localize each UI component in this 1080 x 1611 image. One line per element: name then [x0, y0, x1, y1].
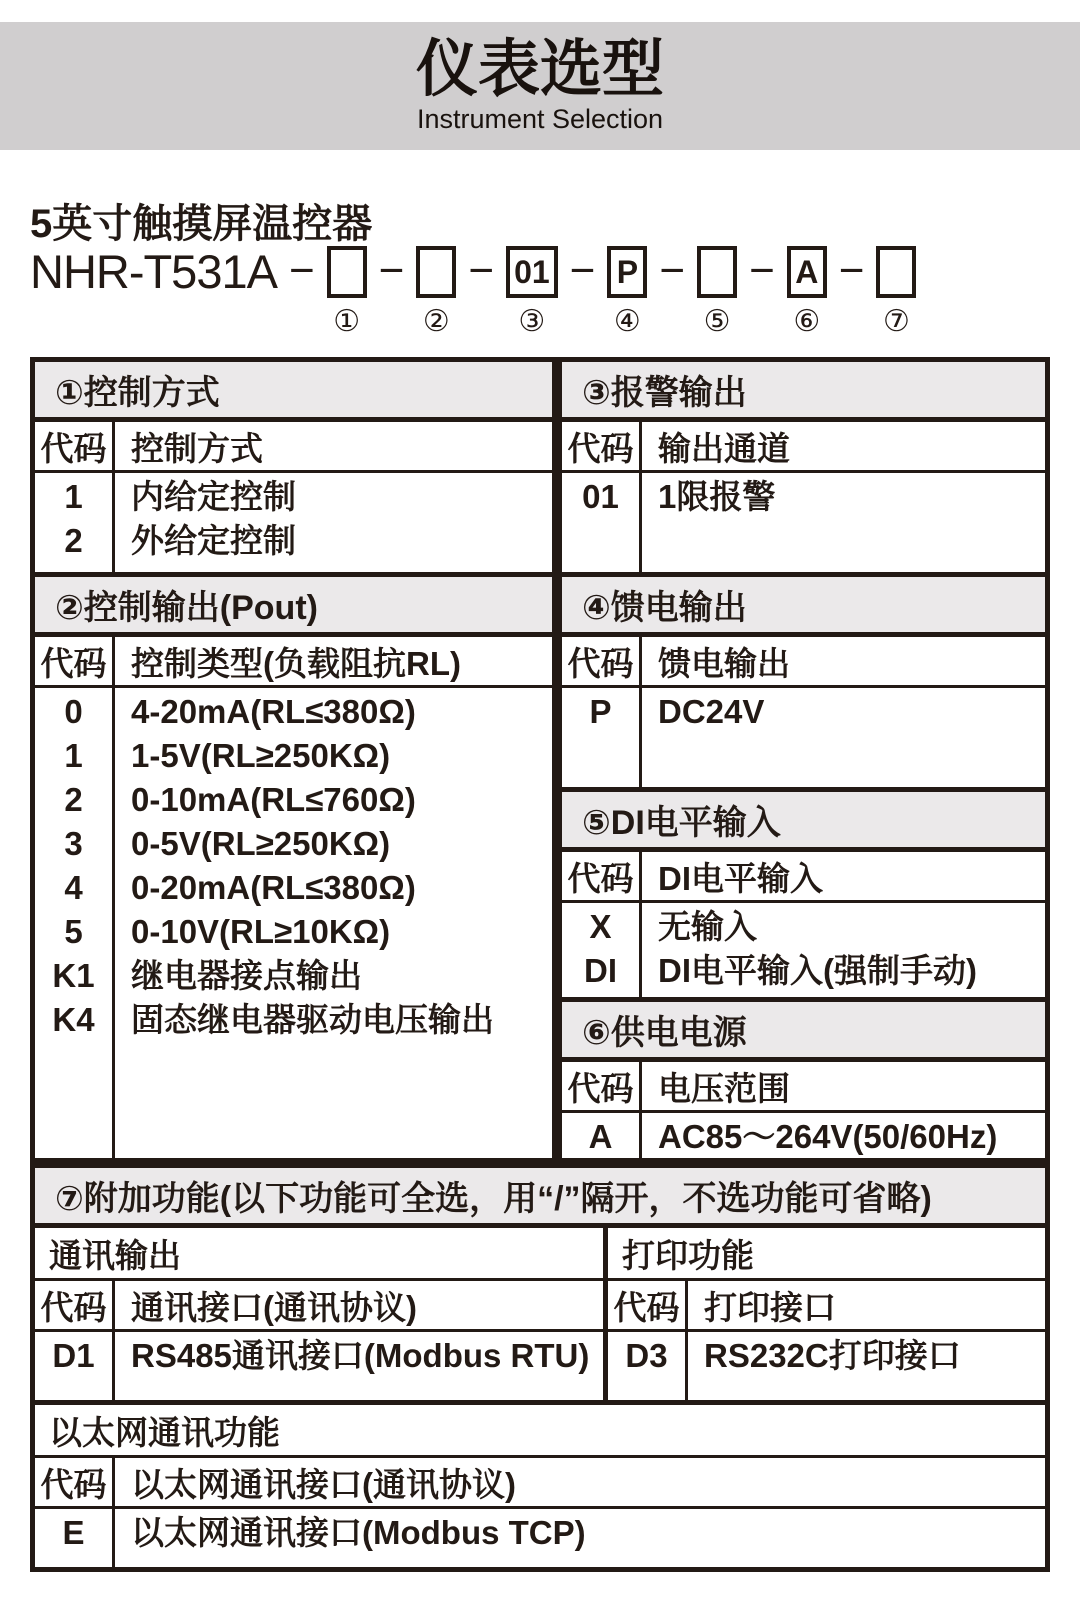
- desc-cells: [115, 473, 552, 572]
- code-value: D1: [52, 1337, 95, 1374]
- desc-column-header: 馈电输出: [658, 644, 790, 682]
- model-prefix: NHR-T531A: [30, 245, 277, 298]
- dash-separator: −: [378, 246, 405, 295]
- section-7-header: ⑦附加功能(以下功能可全选，用“/”隔开，不选功能可省略): [35, 1168, 1045, 1228]
- section-5-column-header: [562, 852, 1045, 903]
- section-1-body: [35, 473, 552, 572]
- model-slot-num-7: ⑦: [883, 305, 910, 338]
- desc-cells: [642, 688, 1045, 787]
- section-3-body: [562, 473, 1045, 572]
- selection-table: [30, 357, 1050, 1572]
- panel-right: [557, 357, 1050, 1163]
- print-column-header: [608, 1281, 1045, 1332]
- model-slot-num-1: ①: [333, 305, 361, 338]
- desc-cells: [642, 1113, 1045, 1159]
- code-column-header: 代码: [562, 637, 642, 685]
- code-cells: [608, 1332, 688, 1400]
- code-value: P: [589, 693, 612, 730]
- desc-value: 0-10mA(RL≤760Ω): [131, 781, 416, 818]
- desc-column-header: 打印接口: [704, 1288, 836, 1326]
- table-upper-panels: [30, 357, 1050, 1163]
- code-value: 01: [582, 478, 619, 515]
- code-value: 4: [64, 869, 83, 906]
- model-slot-num-4: ④: [613, 305, 641, 338]
- code-value: 3: [64, 825, 83, 862]
- code-value: 5: [64, 913, 83, 950]
- model-slot-box-1: [327, 246, 367, 298]
- comm-output-title: 通讯输出: [35, 1228, 603, 1281]
- model-slot-6: [787, 246, 827, 339]
- code-value: E: [62, 1514, 85, 1551]
- desc-value: DI电平输入(强制手动): [658, 952, 977, 989]
- section-4-header: ④馈电输出: [562, 572, 1045, 637]
- code-column-header: 代码: [562, 1062, 642, 1110]
- desc-cells: [115, 688, 552, 1158]
- desc-value: 0-5V(RL≥250KΩ): [131, 825, 391, 862]
- model-slot-box-3: 01: [506, 246, 558, 298]
- section-7-halves: [35, 1228, 1045, 1405]
- code-column-header: 代码: [562, 422, 642, 470]
- code-cells: [35, 1332, 115, 1400]
- dash-separator: −: [749, 246, 775, 295]
- model-slot-num-6: ⑥: [793, 305, 821, 338]
- code-column-header: 代码: [35, 1281, 115, 1329]
- desc-value: 内给定控制: [131, 478, 296, 515]
- section-5-header: ⑤DI电平输入: [562, 787, 1045, 852]
- comm-body: [35, 1332, 603, 1400]
- desc-value: RS485通讯接口(Modbus RTU): [131, 1337, 590, 1374]
- section-2-body: [35, 688, 552, 1158]
- model-slot-num-2: ②: [422, 305, 450, 338]
- code-column-header: 代码: [35, 637, 115, 685]
- desc-value: 1限报警: [658, 478, 776, 515]
- desc-column-header: 以太网通讯接口(通讯协议): [131, 1465, 516, 1503]
- section-6-column-header: [562, 1062, 1045, 1113]
- code-column-header: 代码: [608, 1281, 688, 1329]
- code-value: 2: [64, 522, 83, 559]
- section-3-column-header: [562, 422, 1045, 473]
- section-4-body: [562, 688, 1045, 787]
- comm-output-block: [35, 1228, 608, 1400]
- dash-separator: −: [659, 246, 686, 295]
- model-slot-2: [416, 246, 456, 339]
- dash-separator: −: [838, 246, 865, 295]
- desc-value: 继电器接点输出: [131, 957, 362, 994]
- code-cells: [562, 903, 642, 997]
- desc-value: 固态继电器驱动电压输出: [131, 1001, 494, 1038]
- page-title: 仪表选型: [415, 35, 664, 105]
- desc-value: 外给定控制: [131, 522, 296, 559]
- desc-cells: [642, 903, 1045, 997]
- dash-separator: −: [569, 246, 596, 295]
- page-banner: [0, 22, 1080, 150]
- section-2-column-header: [35, 637, 552, 688]
- desc-column-header: 电压范围: [658, 1069, 790, 1107]
- ethernet-body: [35, 1509, 1045, 1567]
- code-value: D3: [625, 1337, 668, 1374]
- code-value: 2: [64, 781, 83, 818]
- desc-value: 1-5V(RL≥250KΩ): [131, 737, 391, 774]
- model-slot-box-4: P: [607, 246, 647, 298]
- model-slot-5: [697, 246, 737, 339]
- desc-column-header: 输出通道: [658, 429, 790, 467]
- model-slot-4: [607, 246, 647, 339]
- code-value: DI: [584, 952, 617, 989]
- product-title: 5英寸触摸屏温控器: [30, 202, 373, 246]
- model-slot-box-5: [697, 246, 737, 298]
- section-6-body: [562, 1113, 1045, 1159]
- code-cells: [562, 688, 642, 787]
- desc-cells: [642, 473, 1045, 572]
- code-cells: [35, 688, 115, 1158]
- code-cells: [35, 1509, 115, 1567]
- section-4-column-header: [562, 637, 1045, 688]
- code-value: A: [588, 1118, 613, 1155]
- code-column-header: 代码: [35, 1458, 115, 1506]
- dash-separator: −: [468, 246, 495, 295]
- code-cells: [35, 473, 115, 572]
- code-value: X: [589, 908, 612, 945]
- desc-column-header: 控制方式: [131, 429, 263, 467]
- desc-value: 0-10V(RL≥10KΩ): [131, 913, 391, 950]
- model-slot-3: [506, 246, 558, 339]
- desc-value: 以太网通讯接口(Modbus TCP): [131, 1514, 586, 1551]
- desc-value: RS232C打印接口: [704, 1337, 961, 1374]
- model-slot-box-7: [876, 246, 916, 298]
- model-code-line: [30, 246, 916, 339]
- desc-column-header: 通讯接口(通讯协议): [131, 1288, 417, 1326]
- model-slot-box-6: A: [787, 246, 827, 298]
- desc-column-header: 控制类型(负载阻抗RL): [131, 644, 461, 682]
- model-slot-7: [876, 246, 916, 339]
- code-column-header: 代码: [562, 852, 642, 900]
- model-slot-1: [327, 246, 367, 339]
- panel-section-7: [30, 1163, 1050, 1572]
- code-cells: [562, 473, 642, 572]
- code-value: 0: [64, 693, 83, 730]
- ethernet-column-header: [35, 1458, 1045, 1509]
- section-6-header: ⑥供电电源: [562, 997, 1045, 1062]
- code-column-header: 代码: [35, 422, 115, 470]
- code-value: K4: [52, 1001, 95, 1038]
- print-function-title: 打印功能: [608, 1228, 1045, 1281]
- desc-cells: [115, 1332, 603, 1400]
- desc-value: 4-20mA(RL≤380Ω): [131, 693, 416, 730]
- desc-cells: [115, 1509, 1045, 1567]
- model-slot-num-5: ⑤: [703, 305, 731, 338]
- desc-value: AC85～264V(50/60Hz): [658, 1118, 998, 1155]
- code-value: 1: [64, 478, 83, 515]
- section-2-header: ②控制输出(Pout): [35, 572, 552, 637]
- model-slot-num-3: ③: [518, 305, 546, 338]
- desc-column-header: DI电平输入: [658, 859, 823, 897]
- section-1-column-header: [35, 422, 552, 473]
- comm-column-header: [35, 1281, 603, 1332]
- code-value: 1: [64, 737, 83, 774]
- code-value: K1: [52, 957, 95, 994]
- page-subtitle: Instrument Selection: [416, 103, 664, 134]
- ethernet-function-title: 以太网通讯功能: [35, 1405, 1045, 1458]
- desc-value: 0-20mA(RL≤380Ω): [131, 869, 416, 906]
- desc-value: DC24V: [658, 693, 765, 730]
- section-1-header: ①控制方式: [35, 362, 552, 422]
- desc-value: 无输入: [658, 908, 757, 945]
- desc-cells: [688, 1332, 1045, 1400]
- model-slot-box-2: [416, 246, 456, 298]
- panel-left: [30, 357, 557, 1163]
- code-cells: [562, 1113, 642, 1159]
- dash-separator: −: [288, 246, 315, 295]
- print-function-block: [608, 1228, 1045, 1400]
- print-body: [608, 1332, 1045, 1400]
- section-3-header: ③报警输出: [562, 362, 1045, 422]
- section-5-body: [562, 903, 1045, 997]
